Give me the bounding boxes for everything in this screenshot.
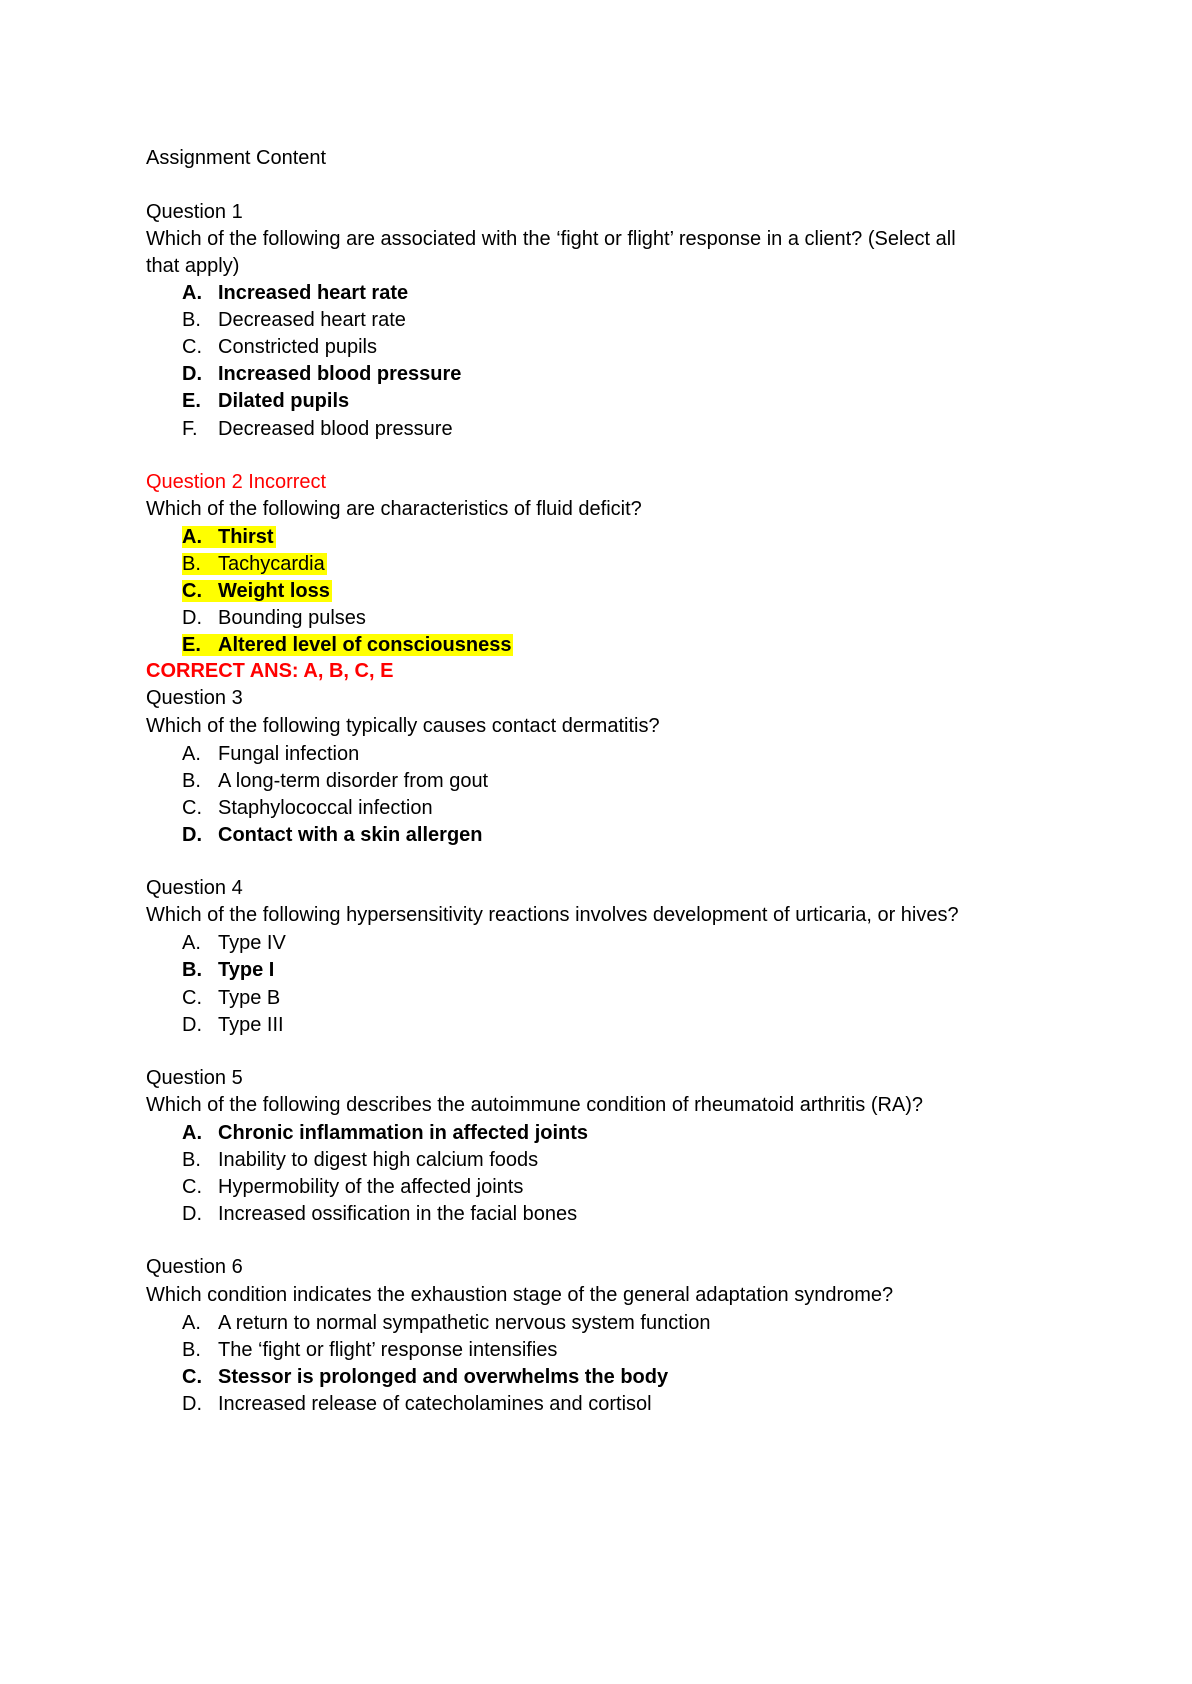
option-text: Chronic inflammation in affected joints: [218, 1122, 589, 1144]
option-text: Contact with a skin allergen: [218, 824, 483, 846]
option-letter: D.: [182, 824, 202, 846]
question-2-option-e: [182, 632, 513, 658]
option-letter: B.: [182, 770, 201, 792]
question-5-option-d: [182, 1201, 577, 1227]
option-text: Increased heart rate: [218, 282, 409, 304]
option-letter: A.: [182, 1122, 202, 1144]
question-2-option-a: [182, 524, 276, 550]
option-text: Tachycardia: [218, 553, 325, 575]
question-5-title: Question 5: [146, 1067, 243, 1089]
option-text: Fungal infection: [218, 743, 360, 765]
question-1-option-d: [182, 361, 461, 387]
question-1-option-b: [182, 307, 406, 333]
option-letter: C.: [182, 580, 202, 602]
option-letter: B.: [182, 1339, 201, 1361]
question-6-option-a: [182, 1310, 710, 1336]
option-letter: D.: [182, 1393, 202, 1415]
option-text: Stessor is prolonged and overwhelms the body: [218, 1366, 669, 1388]
question-5-text: Which of the following describes the autoimmune condition of rheumatoid arthritis (RA)?: [146, 1094, 924, 1116]
question-4-option-c: [182, 985, 280, 1011]
question-2-option-b: [182, 551, 327, 577]
highlight-mark: [182, 634, 513, 656]
option-letter: B.: [182, 553, 201, 575]
option-letter: A.: [182, 932, 201, 954]
option-text: Dilated pupils: [218, 390, 350, 412]
question-5-option-a: [182, 1120, 588, 1146]
option-text: Inability to digest high calcium foods: [218, 1149, 539, 1171]
option-text: Constricted pupils: [218, 336, 377, 358]
question-6-title: Question 6: [146, 1256, 243, 1278]
question-3-option-d: [182, 822, 483, 848]
question-2-correct-answer: CORRECT ANS: A, B, C, E: [146, 660, 394, 682]
option-text: Type IV: [218, 932, 286, 954]
option-text: Type III: [218, 1014, 284, 1036]
option-text: A return to normal sympathetic nervous system function: [218, 1312, 711, 1334]
option-letter: D.: [182, 1014, 202, 1036]
option-text: A long-term disorder from gout: [218, 770, 489, 792]
option-letter: C.: [182, 987, 202, 1009]
option-text: Type I: [218, 959, 275, 981]
option-letter: A.: [182, 282, 202, 304]
question-6-option-d: [182, 1391, 652, 1417]
question-2-title: Question 2 Incorrect: [146, 471, 327, 493]
option-text: Staphylococcal infection: [218, 797, 433, 819]
option-letter: E.: [182, 634, 201, 656]
option-letter: E.: [182, 390, 201, 412]
question-6-option-b: [182, 1337, 557, 1363]
question-1-option-a: [182, 280, 408, 306]
option-letter: A.: [182, 743, 201, 765]
option-text: Decreased heart rate: [218, 309, 406, 331]
option-text: Bounding pulses: [218, 607, 366, 629]
option-text: Altered level of consciousness: [218, 634, 512, 656]
option-text: Increased blood pressure: [218, 363, 462, 385]
question-4-title: Question 4: [146, 877, 243, 899]
question-3-option-c: [182, 795, 433, 821]
option-letter: C.: [182, 797, 202, 819]
option-letter: C.: [182, 1176, 202, 1198]
question-5-option-b: [182, 1147, 538, 1173]
page-header: Assignment Content: [146, 147, 327, 169]
option-letter: A.: [182, 526, 202, 548]
highlight-mark: [182, 580, 332, 602]
question-1-title: Question 1: [146, 201, 243, 223]
question-1-option-e: [182, 388, 349, 414]
option-letter: D.: [182, 1203, 202, 1225]
question-2-text: Which of the following are characteristics of fluid deficit?: [146, 498, 642, 520]
question-1-option-c: [182, 334, 377, 360]
option-letter: F.: [182, 418, 198, 440]
question-3-option-b: [182, 768, 488, 794]
question-6-option-c: [182, 1364, 668, 1390]
question-1-text-line-1: Which of the following are associated with the ‘fight or flight’ response in a client? (Select all: [146, 228, 956, 250]
question-3-title: Question 3: [146, 687, 243, 709]
option-letter: B.: [182, 959, 202, 981]
option-letter: D.: [182, 363, 202, 385]
question-3-option-a: [182, 741, 359, 767]
option-letter: B.: [182, 309, 201, 331]
option-text: Hypermobility of the affected joints: [218, 1176, 524, 1198]
option-letter: C.: [182, 1366, 202, 1388]
question-3-text: Which of the following typically causes contact dermatitis?: [146, 715, 660, 737]
question-5-option-c: [182, 1174, 523, 1200]
option-text: Thirst: [218, 526, 274, 548]
option-letter: A.: [182, 1312, 201, 1334]
question-1-text-line-2: that apply): [146, 255, 240, 277]
option-text: The ‘fight or flight’ response intensifies: [218, 1339, 558, 1361]
question-6-text: Which condition indicates the exhaustion stage of the general adaptation syndrome?: [146, 1284, 894, 1306]
question-2-option-c: [182, 578, 332, 604]
question-4-option-a: [182, 930, 286, 956]
question-4-option-d: [182, 1012, 284, 1038]
option-text: Decreased blood pressure: [218, 418, 453, 440]
question-2-option-d: [182, 605, 366, 631]
option-text: Weight loss: [218, 580, 330, 602]
question-1-option-f: [182, 416, 453, 442]
highlight-mark: [182, 526, 276, 548]
question-4-text: Which of the following hypersensitivity reactions involves development of urticaria, or hives?: [146, 904, 959, 926]
option-letter: B.: [182, 1149, 201, 1171]
question-4-option-b: [182, 957, 274, 983]
option-text: Increased release of catecholamines and cortisol: [218, 1393, 652, 1415]
option-text: Type B: [218, 987, 281, 1009]
option-letter: C.: [182, 336, 202, 358]
option-text: Increased ossification in the facial bones: [218, 1203, 578, 1225]
highlight-mark: [182, 553, 327, 575]
option-letter: D.: [182, 607, 202, 629]
